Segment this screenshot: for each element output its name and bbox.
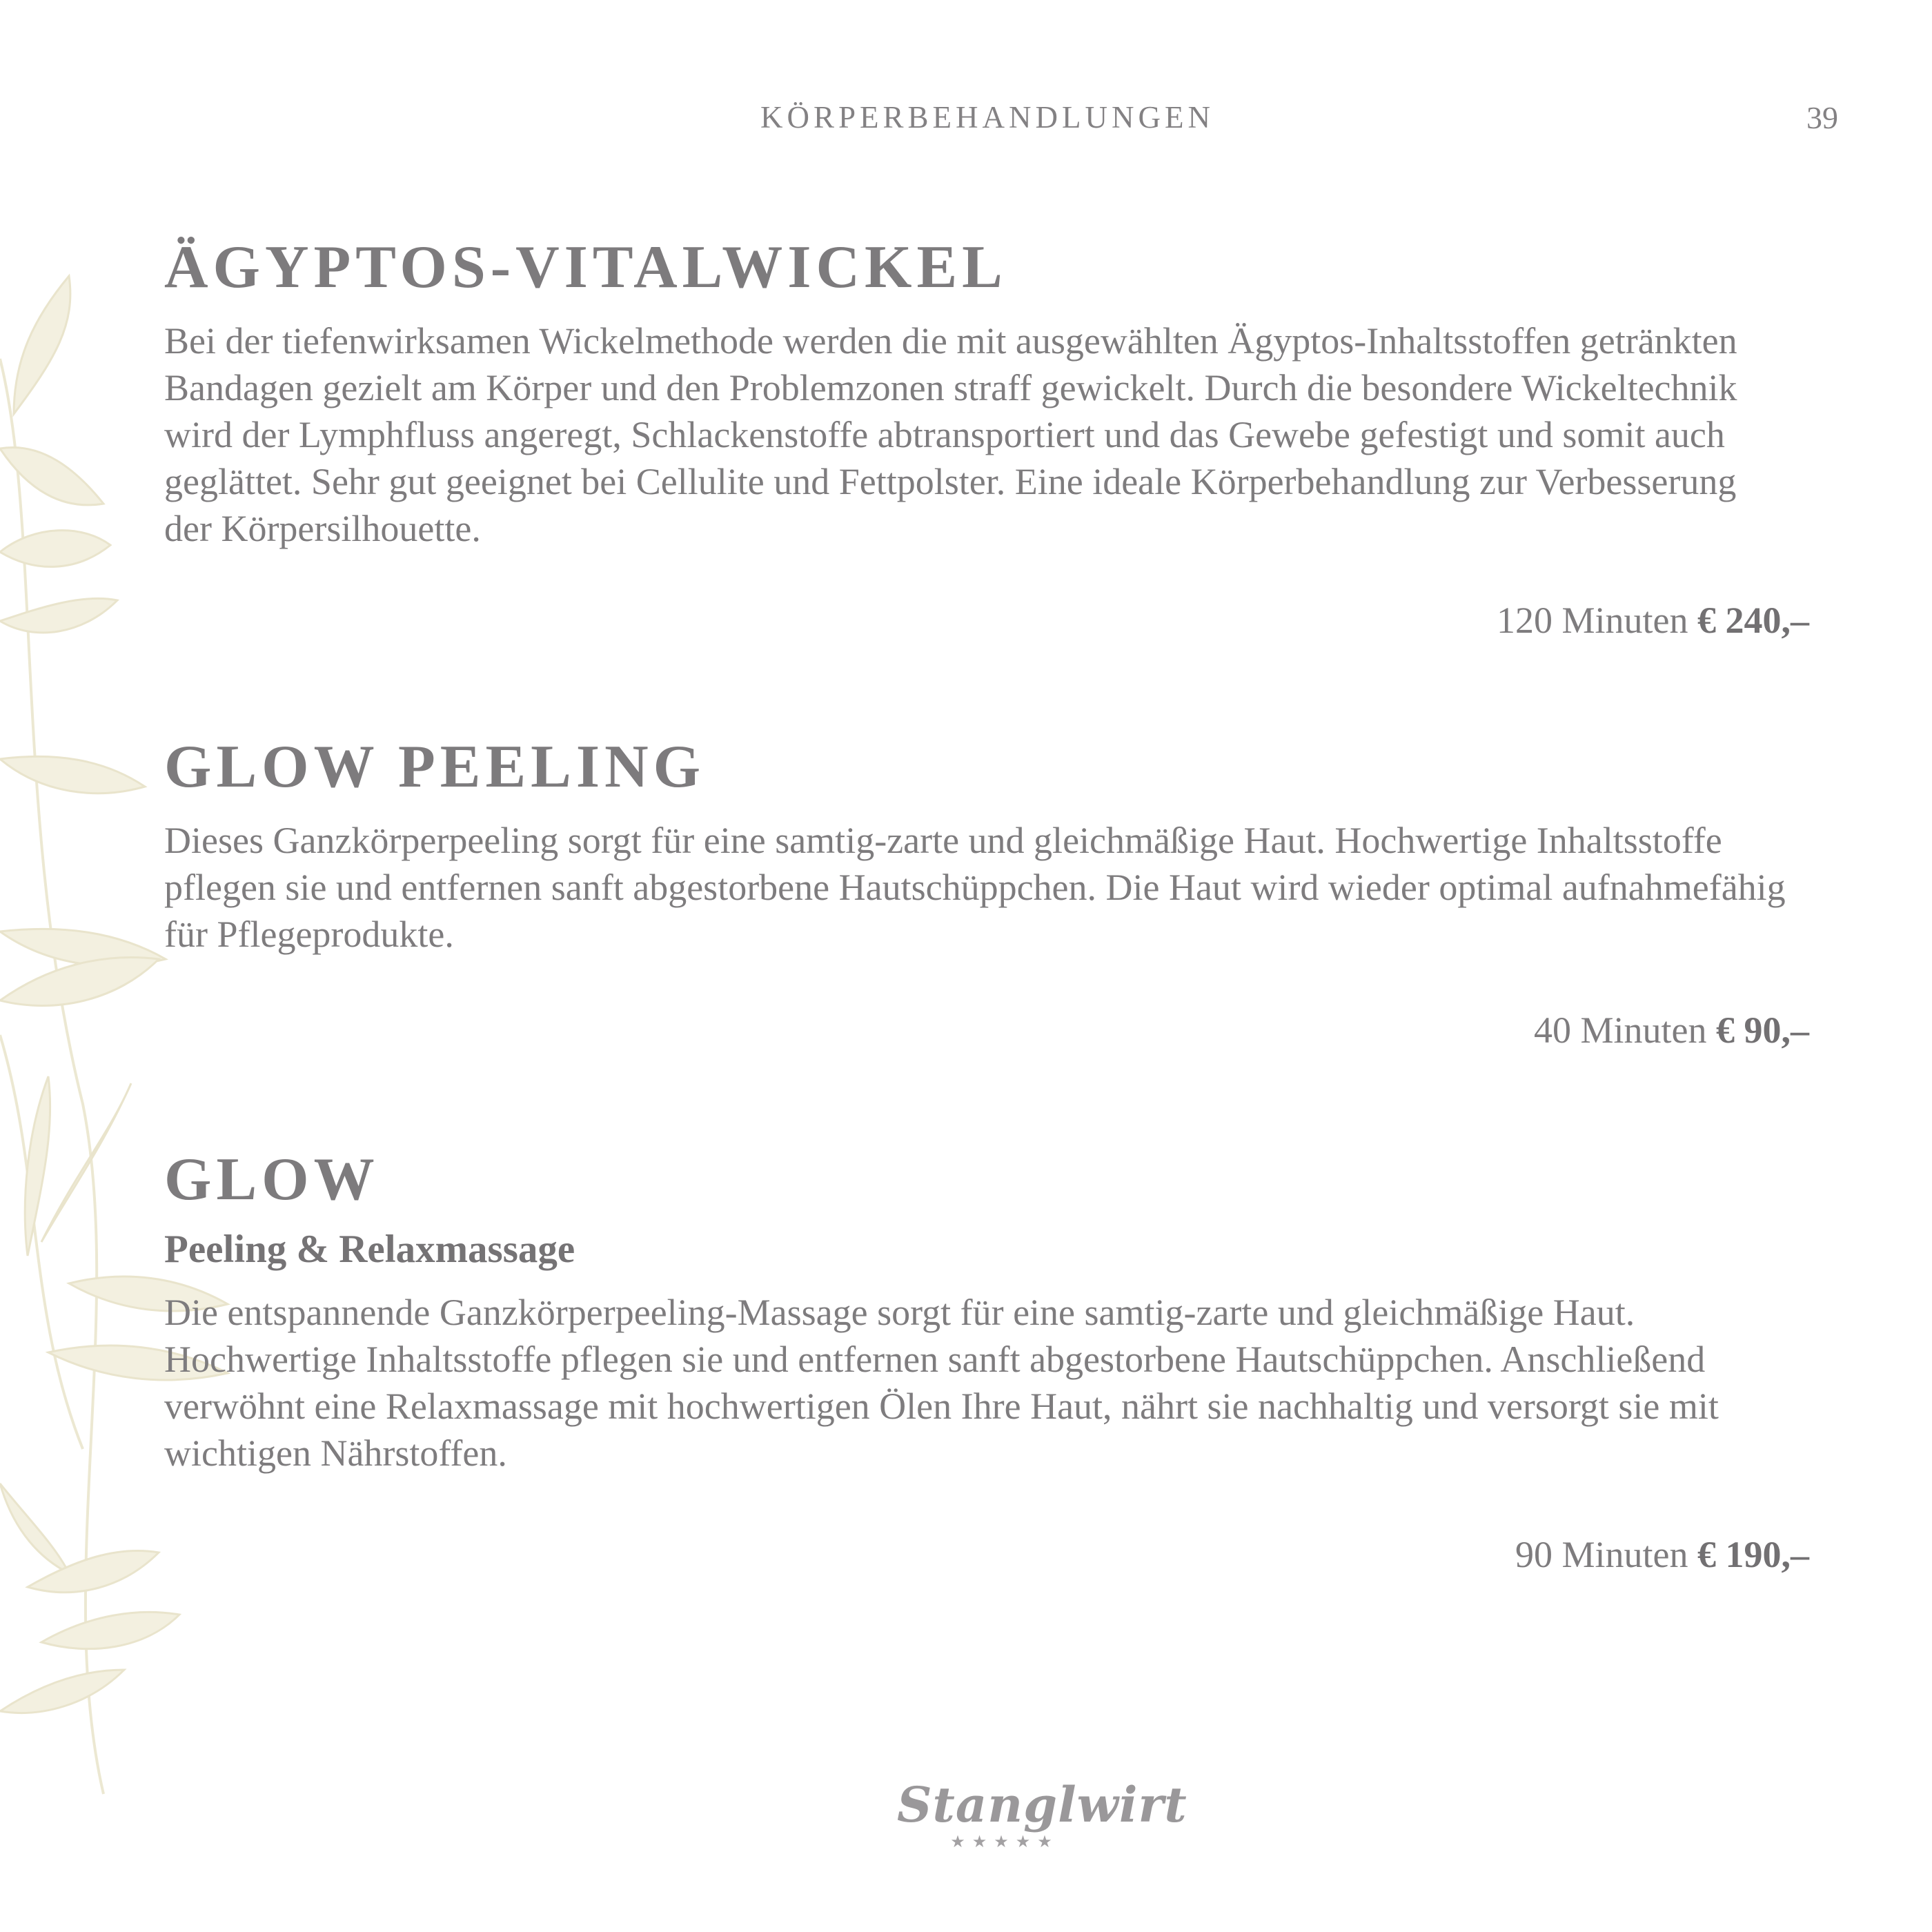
treatment-price: € 190,– bbox=[1697, 1534, 1809, 1575]
treatment-price: € 90,– bbox=[1716, 1009, 1809, 1051]
treatment-description bbox=[164, 317, 1848, 552]
treatment-price: € 240,– bbox=[1697, 600, 1809, 641]
treatment-price-line bbox=[1534, 1009, 1809, 1052]
treatment-glow-peeling bbox=[164, 733, 1848, 958]
treatment-duration: 120 Minuten bbox=[1497, 600, 1688, 641]
treatment-title: ÄGYPTOS-VITALWICKEL bbox=[164, 234, 1007, 301]
page-number: 39 bbox=[1806, 100, 1838, 135]
stanglwirt-logo bbox=[897, 1776, 1187, 1852]
description-line: für Pflegeprodukte. bbox=[164, 914, 454, 955]
logo-stars-icon: ★★★★★ bbox=[950, 1832, 1059, 1851]
description-line: Hochwertige Inhaltsstoffe pflegen sie und entfernen sanft abgestorbene Hautschüppchen. Anschließend bbox=[164, 1339, 1706, 1380]
treatment-title: GLOW PEELING bbox=[164, 733, 706, 800]
description-line: verwöhnt eine Relaxmassage mit hochwertigen Ölen Ihre Haut, nährt sie nachhaltig und versorgt sie mit bbox=[164, 1386, 1719, 1427]
treatment-price-line bbox=[1497, 599, 1809, 642]
description-line: wird der Lymphfluss angeregt, Schlackenstoffe abtransportiert und das Gewebe gefestigt und somit auch bbox=[164, 414, 1725, 455]
treatment-subtitle: Peeling & Relaxmassage bbox=[164, 1228, 575, 1271]
treatment-title: GLOW bbox=[164, 1146, 379, 1213]
treatment-description bbox=[164, 1289, 1848, 1477]
logo-wordmark: Stanglwirt bbox=[897, 1776, 1187, 1833]
description-line: Dieses Ganzkörperpeeling sorgt für eine samtig-zarte und gleichmäßige Haut. Hochwertige Inhaltsstoffe bbox=[164, 820, 1722, 861]
treatment-aegyptos-vitalwickel bbox=[164, 233, 1848, 552]
description-line: Die entspannende Ganzkörperpeeling-Massage sorgt für eine samtig-zarte und gleichmäßige Haut. bbox=[164, 1292, 1635, 1333]
treatment-duration: 90 Minuten bbox=[1515, 1534, 1688, 1575]
page-header-title: KÖRPERBEHANDLUNGEN bbox=[760, 100, 1214, 135]
treatment-duration: 40 Minuten bbox=[1534, 1009, 1707, 1051]
treatment-description bbox=[164, 817, 1848, 958]
treatment-price-line bbox=[1515, 1533, 1809, 1576]
description-line: pflegen sie und entfernen sanft abgestorbene Hautschüppchen. Die Haut wird wieder optimal aufnahmefähig bbox=[164, 867, 1786, 908]
treatment-glow bbox=[164, 1145, 1848, 1477]
description-line: der Körpersilhouette. bbox=[164, 508, 481, 549]
description-line: wichtigen Nährstoffen. bbox=[164, 1432, 507, 1474]
description-line: Bei der tiefenwirksamen Wickelmethode werden die mit ausgewählten Ägyptos-Inhaltsstoffen getränkten bbox=[164, 320, 1737, 362]
description-line: geglättet. Sehr gut geeignet bei Cellulite und Fettpolster. Eine ideale Körperbehandlung zur Verbesserung bbox=[164, 461, 1737, 502]
description-line: Bandagen gezielt am Körper und den Problemzonen straff gewickelt. Durch die besondere Wickeltechnik bbox=[164, 367, 1737, 408]
